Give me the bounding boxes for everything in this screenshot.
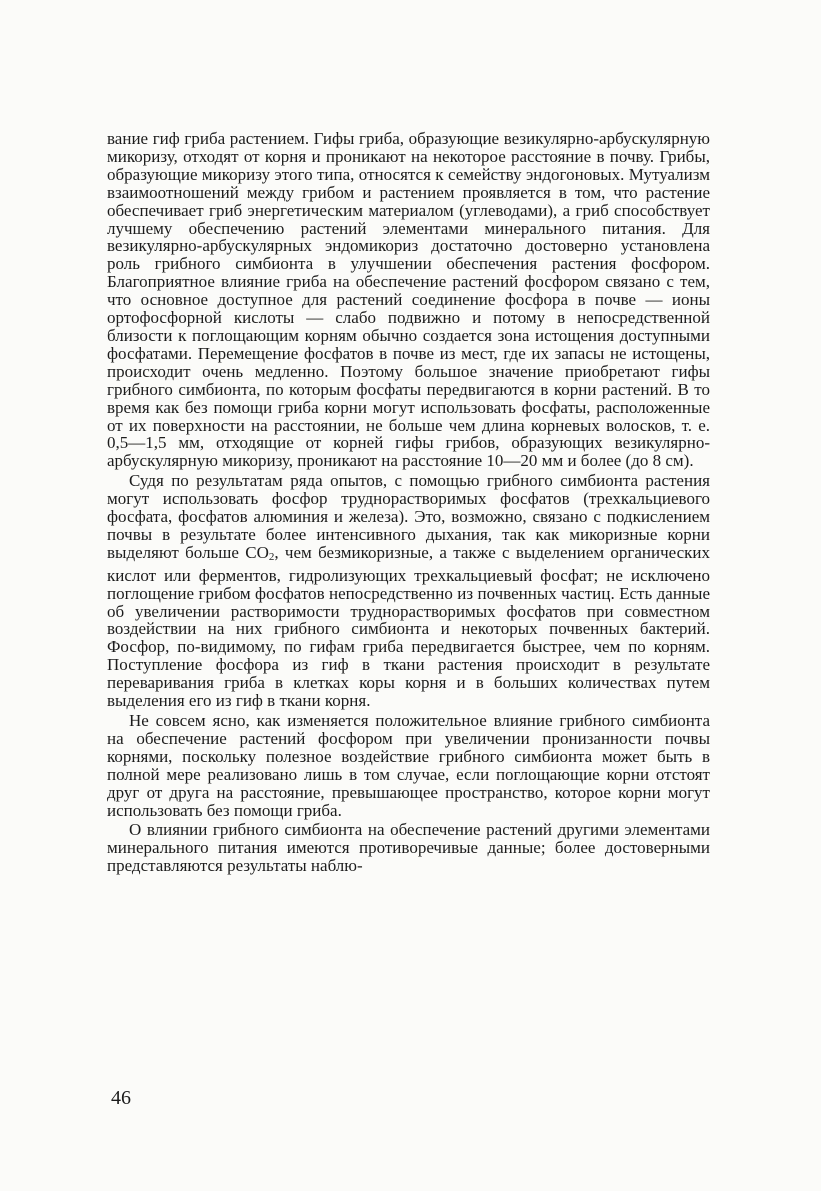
paragraph-4: О влиянии грибного симбионта на обеспечение растений другими элементами минерального питания имеются противоречивые данные; более достоверными представляются результаты наблю- — [107, 820, 710, 876]
paragraph-2-text-end: , чем безмикоризные, а также с выделением органических кислот или ферментов, гидролизующих трехкальциевый фосфат; не исключено поглощение грибом фосфатов непосредственно из почвенных частиц. Есть данные об увеличении растворимости труднорастворимых фосфатов при совместном воздействии на них грибного симбионта и некоторых почвенных бактерий. Фосфор, по-видимому, по гифам гриба передвигается быстрее, чем по корням. Поступление фосфора из гиф в ткани растения происходит в результате переваривания гриба в клетках коры корня и в больших количествах путем выделения его из гиф в ткани корня. — [107, 542, 711, 711]
page-number: 46 — [111, 1087, 131, 1109]
paragraph-2-text-start: Судя по результатам ряда опытов, с помощью грибного симбионта растения могут использовать фосфор труднорастворимых фосфатов (трехкальциевого фосфата, фосфатов алюминия и железа). Это, возможно, связано с подкислением почвы в результате более интенсивного дыхания, так как микоризные корни выделяют больше CO — [107, 471, 710, 562]
paragraph-3: Не совсем ясно, как изменяется положительное влияние грибного симбионта на обеспечение растений фосфором при увеличении пронизанности почвы корнями, поскольку полезное воздействие грибного симбионта может быть в полной мере реализовано лишь в том случае, если поглощающие корни отстоят друг от друга на расстояние, превышающее пространство, которое корни могут использовать без помощи гриба. — [107, 711, 710, 820]
paragraph-2 — [107, 472, 710, 710]
paragraph-1: вание гиф гриба растением. Гифы гриба, образующие везикулярно-арбускулярную микоризу, отходят от корня и проникают на некоторое расстояние в почву. Грибы, образующие микоризу этого типа, относятся к семейству эндогоновых. Мутуализм взаимоотношений между грибом и растением проявляется в том, что растение обеспечивает гриб энергетическим материалом (углеводами), а гриб способствует лучшему обеспечению растений элементами минерального питания. Для везикулярно-арбускулярных эндомикориз достаточно достоверно установлена роль грибного симбионта в улучшении обеспечения растения фосфором. Благоприятное влияние гриба на обеспечение растений фосфором связано с тем, что основное доступное для растений соединение фосфора в почве — ионы ортофосфорной кислоты — слабо подвижно и потому в непосредственной близости к поглощающим корням обычно создается зона истощения доступными фосфатами. Перемещение фосфатов в почве из мест, где их запасы не истощены, происходит очень медленно. Поэтому большое значение приобретают гифы грибного симбионта, по которым фосфаты передвигаются в корни растений. В то время как без помощи гриба корни могут использовать фосфаты, расположенные от их поверхности на расстоянии, не больше чем длина корневых волосков, т. е. 0,5—1,5 мм, отходящие от корней гифы грибов, образующих везикулярно-арбускулярную микоризу, проникают на расстояние 10—20 мм и более (до 8 см). — [107, 129, 710, 471]
co2-subscript: 2 — [268, 550, 275, 563]
body-text — [107, 130, 710, 875]
